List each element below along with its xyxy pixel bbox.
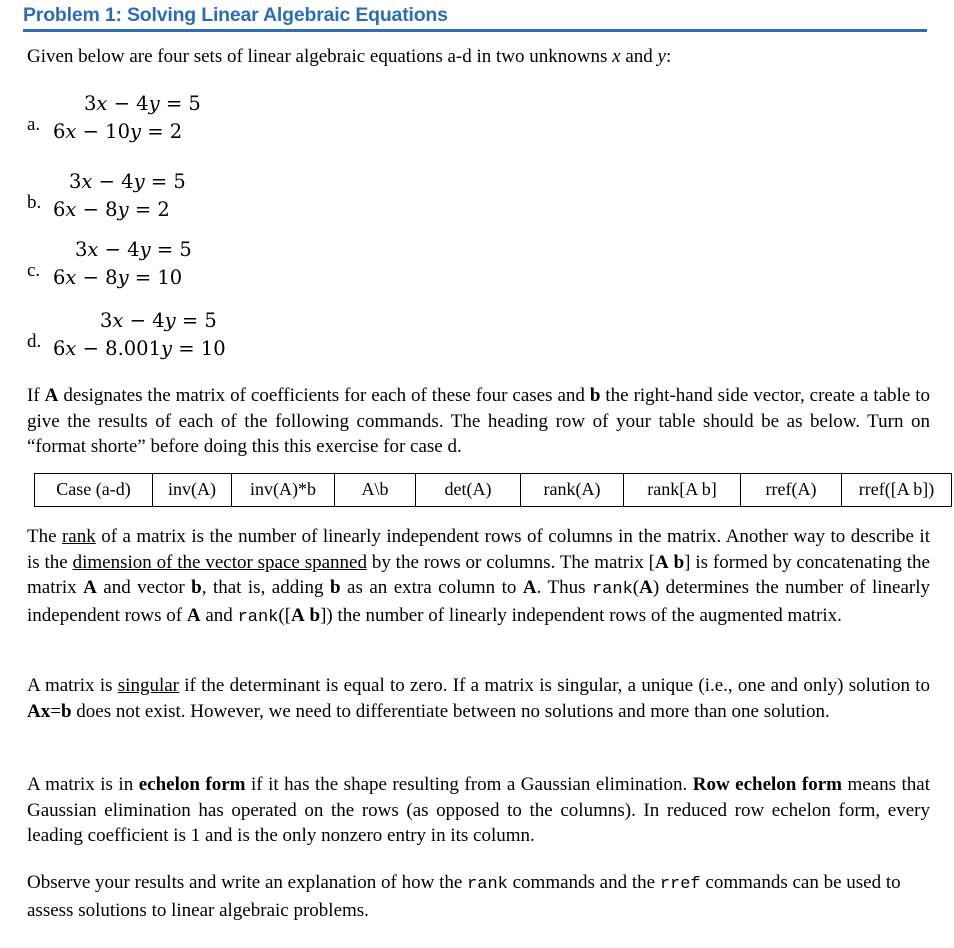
equation-a-line-2: 6x − 10y = 2 <box>53 120 183 143</box>
prk-bold-b2: b <box>191 577 202 598</box>
prk-s10: ( <box>632 577 640 598</box>
pti-bold-b: b <box>589 385 601 406</box>
table-header-cell-rank-a: rank(A) <box>521 474 624 507</box>
pec-s1: A matrix is in <box>27 774 139 795</box>
prk-mono-rank-2: rank <box>237 607 279 627</box>
prk-s8: as an extra column to <box>340 577 523 598</box>
table-header-cell-case: Case (a-d) <box>35 474 153 507</box>
equation-label-b: b. <box>27 192 42 213</box>
equation-d-line-2: 6x − 8.001y = 10 <box>53 337 226 360</box>
pec-bold-row-echelon-form: Row echelon form <box>692 774 842 795</box>
equation-d-line-1: 3x − 4y = 5 <box>100 309 217 332</box>
table-header-cell-a-backslash-b: A\b <box>335 474 416 507</box>
pob-mono-rref: rref <box>659 875 701 894</box>
paragraph-singular <box>27 673 930 724</box>
equation-lines-b <box>53 168 186 224</box>
pec-s3: means that Gaussian elimination has operated on the rows (as opposed to the columns). In reduced row echelon form, every leading coefficient is 1 and is the only nonzero entry in its column. <box>27 774 930 846</box>
prk-bold-A2: A <box>83 577 97 598</box>
table-row <box>35 474 952 507</box>
prk-bold-b3: b <box>329 577 341 598</box>
equation-lines-d <box>53 307 226 363</box>
prk-bold-A1: A <box>655 551 669 573</box>
equation-label-c: c. <box>27 260 41 281</box>
pti-s1: If <box>27 385 45 406</box>
intro-text-after: : <box>665 46 672 67</box>
title-underline-rule <box>23 29 927 32</box>
equation-group-b <box>27 168 447 224</box>
prk-s1: The <box>27 526 62 547</box>
prk-bold-A3: A <box>522 577 537 598</box>
equation-c-line-2: 6x − 8y = 10 <box>53 266 183 289</box>
pec-bold-echelon-form: echelon form <box>138 774 246 795</box>
header-row-table-wrap <box>34 473 952 507</box>
intro-text-mid: and <box>620 46 658 67</box>
equation-group-a <box>27 90 447 146</box>
pti-bold-A: A <box>44 385 59 406</box>
prk-bold-b1: b <box>673 551 685 573</box>
equation-lines-c <box>53 236 192 292</box>
paragraph-rank-definition <box>27 524 930 630</box>
equation-b-line-1: 3x − 4y = 5 <box>69 170 186 193</box>
psg-bold-b: b <box>60 700 72 722</box>
prk-mono-rank-1: rank <box>591 580 633 599</box>
table-header-cell-rref-ab: rref([A b]) <box>842 474 952 507</box>
prk-s9: . Thus <box>536 577 592 598</box>
prk-s6: and vector <box>96 577 192 598</box>
prk-bold-A4: A <box>639 577 653 598</box>
psg-s4: does not exist. However, we need to differentiate between no solutions and more than one solution. <box>71 700 830 722</box>
paragraph-echelon-form <box>27 772 930 849</box>
prk-s11: ) determines the number of linearly independent rows of <box>27 577 930 626</box>
intro-var-y: y <box>657 46 666 67</box>
table-header-cell-rref-a: rref(A) <box>741 474 842 507</box>
psg-s1: A matrix is <box>27 675 118 696</box>
prk-s13: ([ <box>278 604 292 626</box>
pob-s3: commands can be used to assess solutions to linear algebraic problems. <box>27 872 901 921</box>
pob-s2: commands and the <box>507 872 660 893</box>
prk-s7: , that is, adding <box>201 577 330 598</box>
pob-s1: Observe your results and write an explanation of how the <box>27 872 468 893</box>
table-header-cell-rank-ab: rank[A b] <box>624 474 741 507</box>
paragraph-table-intro <box>27 383 930 460</box>
intro-paragraph <box>27 44 930 70</box>
prk-bold-A6: A <box>291 604 305 626</box>
pti-s3: the right-hand side vector, create a table to give the results of each of the following commands. The heading row of your table should be as below. Turn on “format shorte” before doing this this exercise for case d. <box>27 385 930 457</box>
prk-bold-b4: b <box>309 604 321 626</box>
equation-label-a: a. <box>27 114 41 135</box>
psg-bold-Ax: Ax <box>27 700 51 722</box>
psg-s2: if the determinant is equal to zero. If a matrix is singular, a unique (i.e., one and only) solution to <box>178 675 930 696</box>
prk-bold-A5: A <box>186 604 201 626</box>
prk-u-dimension: dimension of the vector space spanned <box>72 551 367 573</box>
intro-var-x: x <box>612 46 621 67</box>
table-header-cell-inv-a-b: inv(A)*b <box>232 474 335 507</box>
equation-c-line-1: 3x − 4y = 5 <box>75 238 192 261</box>
header-row-table <box>34 473 952 507</box>
pec-s2: if it has the shape resulting from a Gaussian elimination. <box>245 774 693 795</box>
psg-u-singular: singular <box>117 675 179 696</box>
intro-text-before: Given below are four sets of linear algebraic equations a-d in two unknowns <box>27 46 613 67</box>
pti-s2: designates the matrix of coefficients for each of these four cases and <box>58 385 590 406</box>
heading-block <box>23 4 927 32</box>
prk-s15: ]) the number of linearly independent rows of the augmented matrix. <box>320 604 842 626</box>
prk-s12: and <box>200 604 238 626</box>
equation-lines-a <box>53 90 201 146</box>
table-header-cell-det-a: det(A) <box>416 474 521 507</box>
table-header-cell-inv-a: inv(A) <box>153 474 232 507</box>
equation-group-c <box>27 236 447 292</box>
equation-group-d <box>27 307 447 363</box>
equation-b-line-2: 6x − 8y = 2 <box>53 198 170 221</box>
equation-label-d: d. <box>27 331 42 352</box>
paragraph-observe-results <box>27 870 930 923</box>
pob-mono-rank: rank <box>467 875 508 894</box>
prk-s5: ] is formed by concatenating the matrix <box>27 551 930 598</box>
psg-s3: = <box>50 700 61 722</box>
prk-s3: by the rows or columns. The matrix [ <box>366 551 655 573</box>
prk-u-rank: rank <box>61 526 96 547</box>
prk-s2: of a matrix is the number of linearly independent rows of columns in the matrix. Another way to describe it is the <box>27 526 930 573</box>
equation-a-line-1: 3x − 4y = 5 <box>84 92 201 115</box>
page-title: Problem 1: Solving Linear Algebraic Equations <box>23 4 448 26</box>
